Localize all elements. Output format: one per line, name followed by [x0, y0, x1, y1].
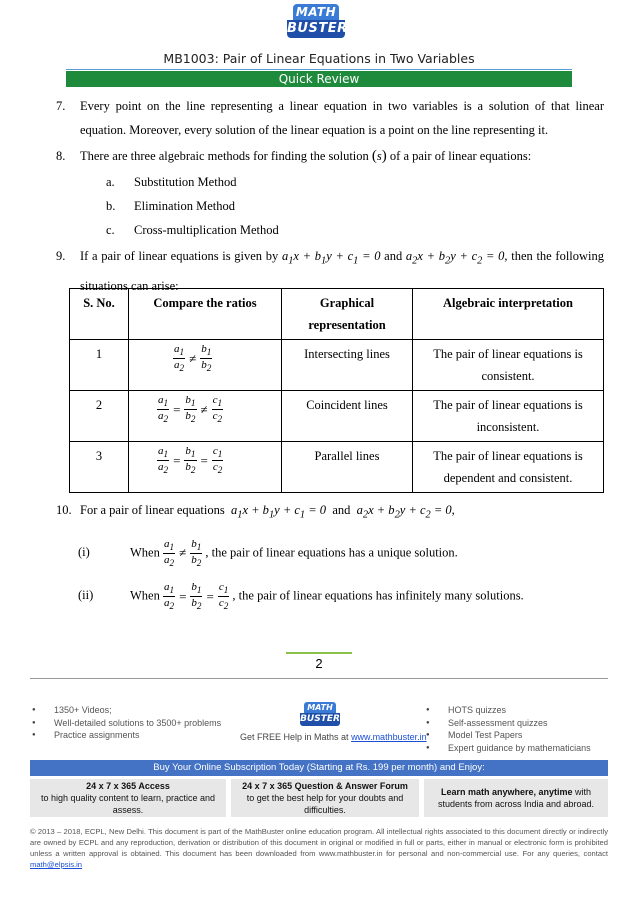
item-text: of a pair of linear equations:	[389, 149, 532, 163]
item-10	[56, 498, 604, 528]
cell-graph: Parallel lines	[282, 442, 413, 493]
table-row	[70, 391, 604, 442]
title-divider	[66, 69, 572, 70]
list-item: ● Practice assignments	[32, 729, 221, 742]
copyright-notice: © 2013 – 2018, ECPL, New Delhi. This document is part of the MathBuster online education program. All intellectual rights associated to this document directly or indirectly are owned by ECPL and any reproduction, derivation or distribution of this document in original or modified in full or parts, either in manual or electronic form is prohibited unless a written approval is obtained. This document has been downloaded from www.mathbuster.in for personal and non-commercial use. For any queries, contact math@elpsis.in	[30, 827, 608, 869]
cell-algebra: The pair of linear equations is consistent.	[413, 340, 604, 391]
feature-box-access: 24 x 7 x 365 Access to high quality content to learn, practice and assess.	[30, 779, 226, 817]
mathbuster-logo	[287, 4, 348, 48]
footer-features-left	[32, 704, 221, 742]
item-text: then the following situations can arise:	[80, 249, 605, 293]
footer-help: Get FREE Help in Maths at www.mathbuster.in	[240, 732, 427, 742]
math-s: s	[376, 149, 382, 163]
item-7	[56, 94, 604, 142]
table-row	[70, 442, 604, 493]
logo-line2: BUSTER	[287, 21, 348, 36]
footer-features-right	[426, 704, 591, 754]
feature-box-forum: 24 x 7 x 365 Question & Answer Forum to get the best help for your doubts and difficulties.	[231, 779, 419, 817]
feature-boxes	[30, 779, 608, 817]
cell-algebra: The pair of linear equations is inconsistent.	[413, 391, 604, 442]
method-c: c. Cross-multiplication Method	[106, 223, 279, 237]
list-item: ● Well-detailed solutions to 3500+ problems	[32, 717, 221, 730]
method-label: Elimination Method	[134, 199, 236, 213]
case-unique: (i) When $\frac{a_1}{a_2}$ ≠ $\frac{b_1}{b_2}$ , the pair of linear equations has a unique solution.	[78, 537, 458, 568]
document-title: MB1003: Pair of Linear Equations in Two Variables	[163, 51, 475, 66]
method-label: Substitution Method	[134, 175, 237, 189]
item-text: Every point on the line representing a linear equation in two variables is a solution of that linear equation. Moreover, every solution of the linear equation is a point on the line representing it.	[80, 99, 604, 137]
item-10-block	[56, 498, 604, 612]
item-text: and	[384, 249, 403, 263]
equation-1: $a_1x + b_1y + c_1 = 0$	[231, 503, 327, 521]
item-number: 8.	[56, 149, 66, 163]
list-item: ● Model Test Papers	[426, 729, 591, 742]
cell-ratio: $\frac{a_1}{a_2}$ ≠ $\frac{b_1}{b_2}$	[129, 340, 282, 391]
item-text: If a pair of linear equations is given by	[80, 249, 279, 263]
item-number: 10.	[56, 503, 72, 517]
method-a: a. Substitution Method	[106, 175, 237, 189]
method-label: Cross-multiplication Method	[134, 223, 279, 237]
subscription-banner: Buy Your Online Subscription Today (Starting at Rs. 199 per month) and Enjoy:	[30, 760, 608, 776]
header-algebraic: Algebraic interpretation	[413, 289, 604, 340]
case-text: , the pair of linear equations has a unique solution.	[205, 545, 458, 560]
ratio-table	[69, 288, 604, 493]
page-number: 2	[315, 656, 323, 671]
website-link[interactable]: www.mathbuster.in	[351, 732, 427, 742]
item-number: 9.	[56, 249, 66, 263]
page-number-rule	[286, 652, 352, 654]
cell-sno: 2	[70, 391, 129, 442]
list-item: ● Expert guidance by mathematicians	[426, 742, 591, 755]
item-number: 7.	[56, 99, 66, 113]
table-header-row	[70, 289, 604, 340]
equation-2: $a_2x + b_2y + c_2 = 0$,	[405, 249, 508, 267]
cell-ratio: $\frac{a_1}{a_2}$ = $\frac{b_1}{b_2}$ ≠ $\frac{c_1}{c_2}$	[129, 391, 282, 442]
cell-graph: Coincident lines	[282, 391, 413, 442]
header-graphical: Graphical representation	[282, 289, 413, 340]
equation-2: $a_2x + b_2y + c_2 = 0$,	[356, 503, 455, 521]
item-8	[56, 144, 604, 168]
solution-symbol: )	[381, 148, 387, 164]
cell-ratio: $\frac{a_1}{a_2}$ = $\frac{b_1}{b_2}$ = $\frac{c_1}{c_2}$	[129, 442, 282, 493]
header-ratios: Compare the ratios	[129, 289, 282, 340]
content	[56, 94, 604, 298]
case-infinite: (ii) When $\frac{a_1}{a_2}$ = $\frac{b_1}{b_2}$ = $\frac{c_1}{c_2}$ , the pair of linear equations has infinitely many solutions.	[78, 580, 524, 612]
feature-box-anywhere: Learn math anywhere, anytime with students from across India and abroad.	[424, 779, 608, 817]
footer-divider	[30, 678, 608, 679]
cell-algebra: The pair of linear equations is dependent and consistent.	[413, 442, 604, 493]
list-item: ● Self-assessment quizzes	[426, 717, 591, 730]
list-item: ● 1350+ Videos;	[32, 704, 221, 717]
solution-symbol: (	[371, 148, 377, 164]
cell-sno: 3	[70, 442, 129, 493]
cell-graph: Intersecting lines	[282, 340, 413, 391]
section-banner: Quick Review	[66, 71, 572, 87]
case-text: , the pair of linear equations has infinitely many solutions.	[232, 588, 524, 603]
contact-email-link[interactable]: math@elpsis.in	[30, 860, 83, 869]
header-sno: S. No.	[70, 289, 129, 340]
method-b: b. Elimination Method	[106, 199, 236, 213]
item-text: There are three algebraic methods for finding the solution	[80, 149, 369, 163]
list-item: ● HOTS quizzes	[426, 704, 591, 717]
item-text: For a pair of linear equations	[80, 503, 225, 517]
footer-logo: MATH BUSTER	[300, 703, 340, 724]
logo-line1: MATH	[293, 4, 339, 20]
item-text: and	[332, 503, 351, 517]
equation-1: $a_1x + b_1y + c_1 = 0$	[281, 249, 381, 267]
cell-sno: 1	[70, 340, 129, 391]
table-row	[70, 340, 604, 391]
